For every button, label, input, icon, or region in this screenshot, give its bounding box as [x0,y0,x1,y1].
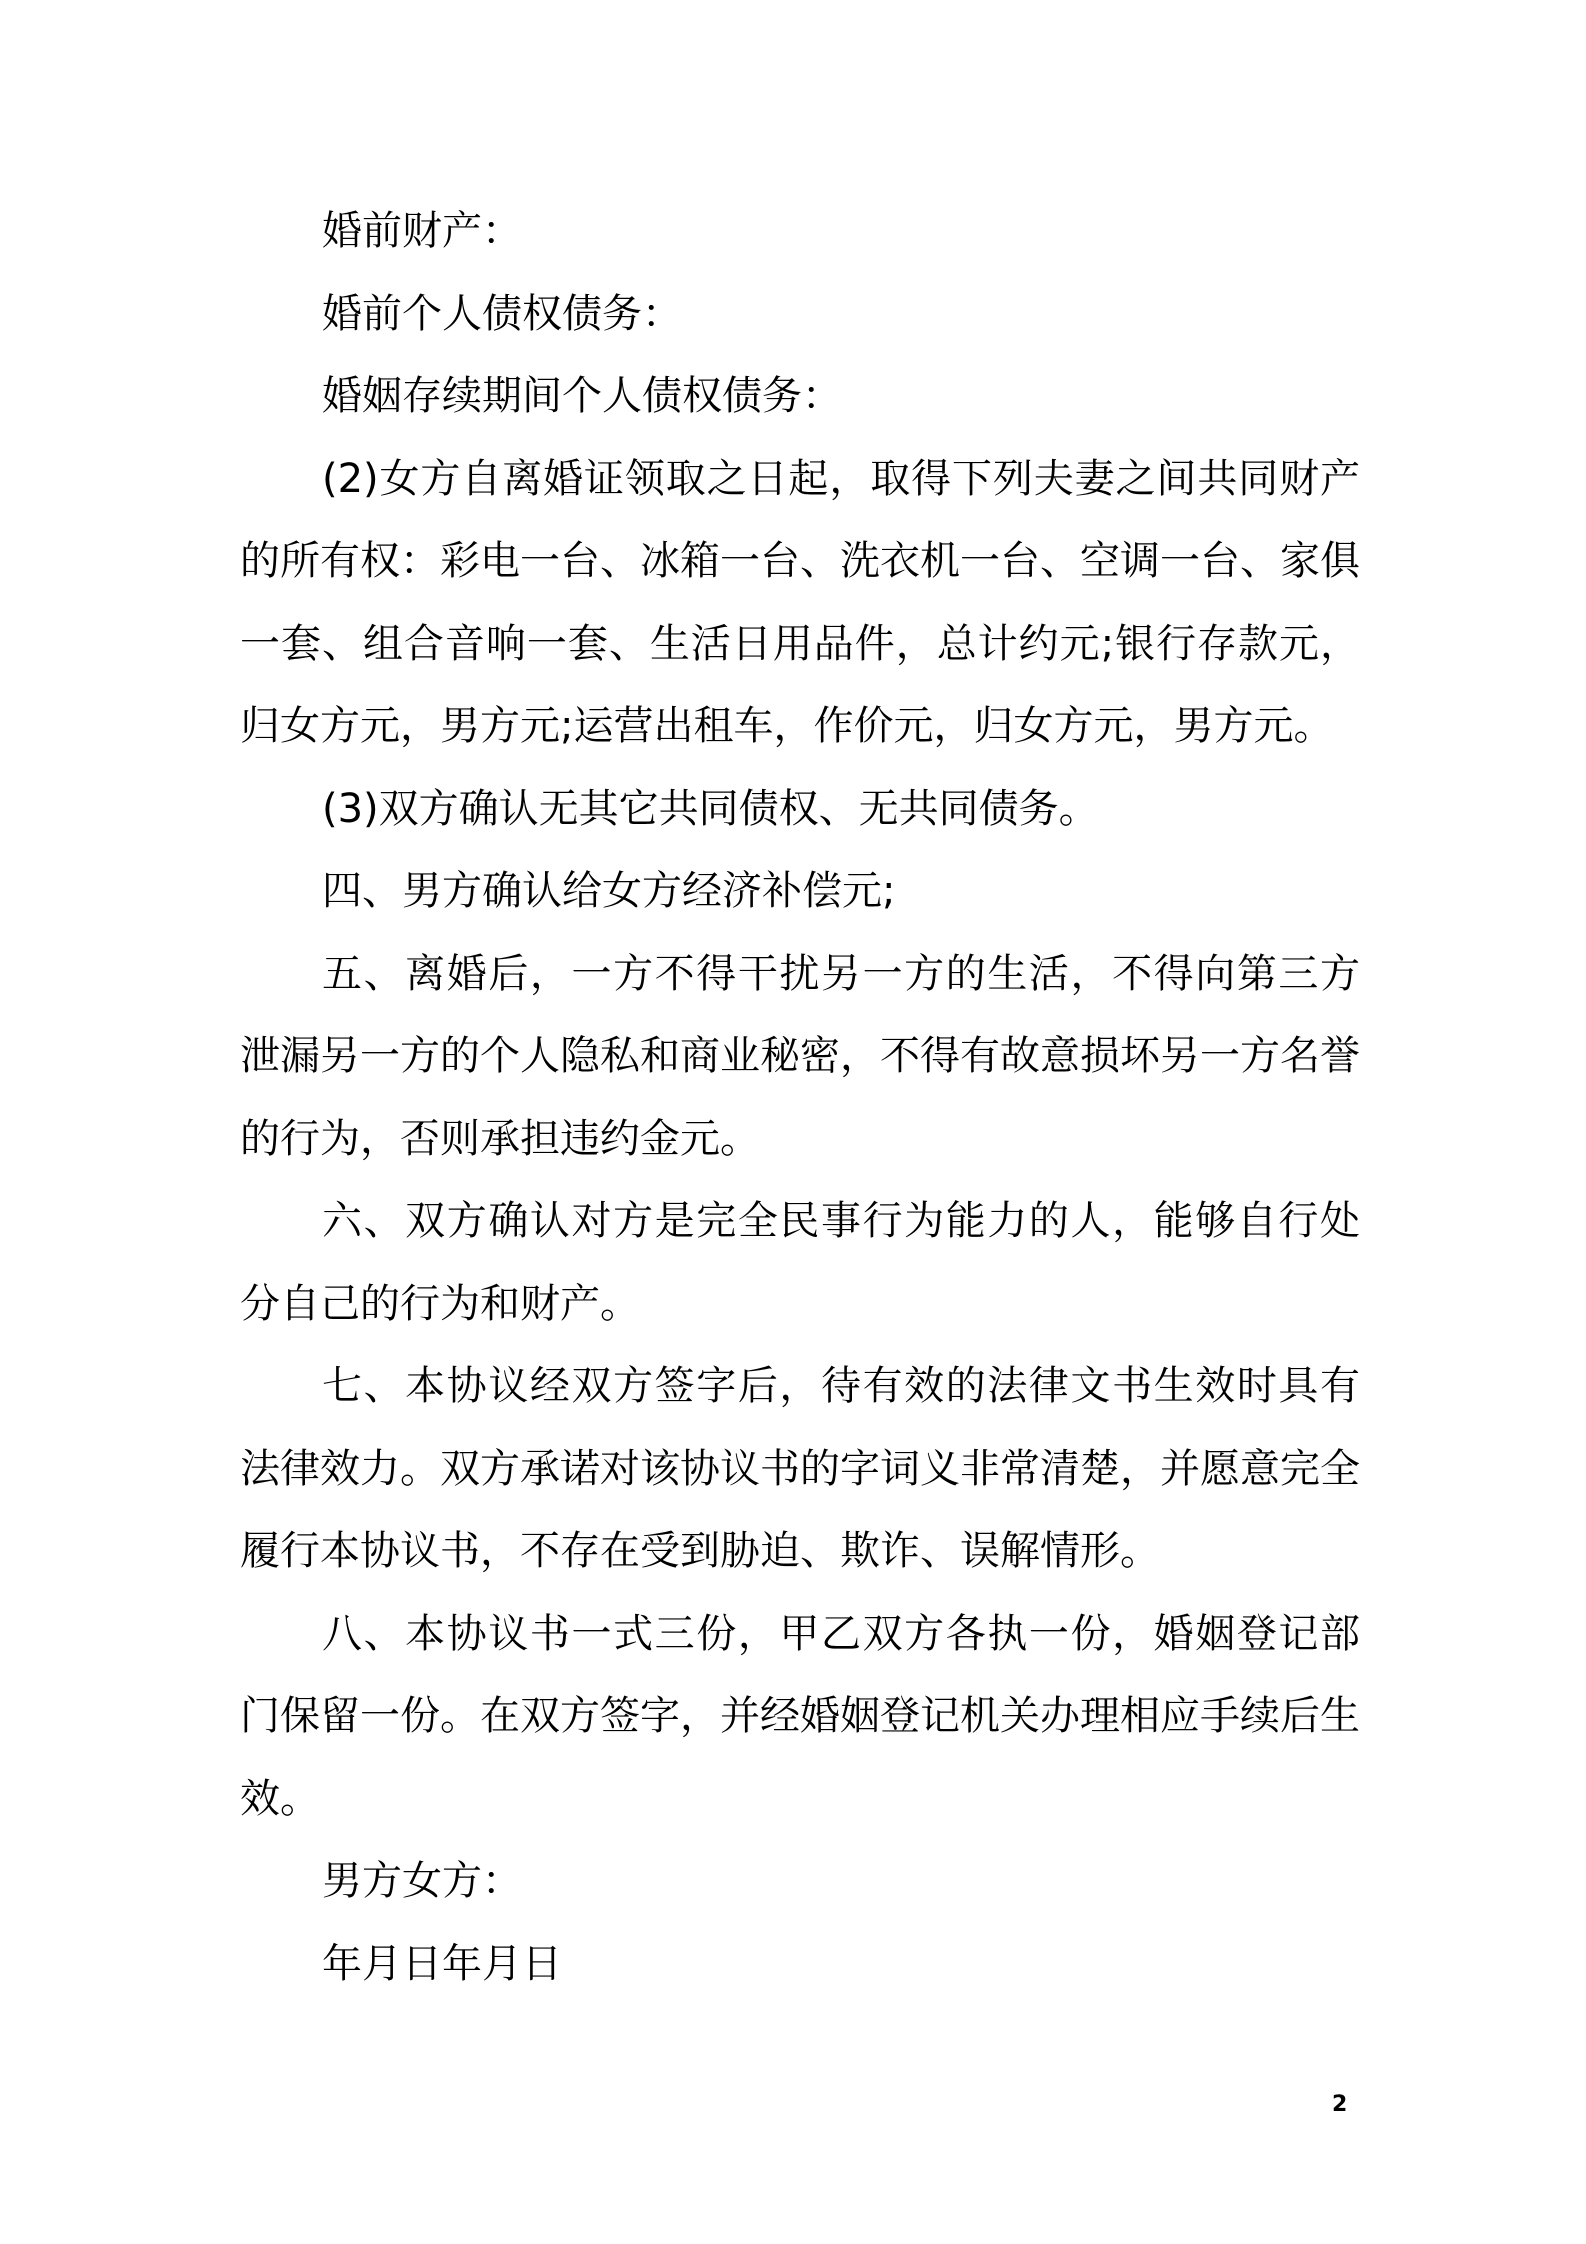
page-number: 2 [1332,2092,1348,2117]
document-body [240,190,1360,2005]
paragraph-clause-seven-effect: 七、本协议经双方签字后，待有效的法律文书生效时具有法律效力。双方承诺对该协议书的字词义非常清楚，并愿意完全履行本协议书，不存在受到胁迫、欺诈、误解情形。 [240,1363,1360,1574]
paragraph-clause-six-capacity: 六、双方确认对方是完全民事行为能力的人，能够自行处分自己的行为和财产。 [240,1198,1360,1327]
paragraph-clause-3-no-debts: (3)双方确认无其它共同债权、无共同债务。 [322,785,1099,832]
paragraph-premarital-property: 婚前财产： [322,208,522,254]
paragraph-clause-five-privacy: 五、离婚后，一方不得干扰另一方的生活，不得向第三方泄漏另一方的个人隐私和商业秘密，不得有故意损坏另一方名誉的行为，否则承担违约金元。 [240,950,1360,1162]
paragraph-clause-eight-copies: 八、本协议书一式三份，甲乙双方各执一份，婚姻登记部门保留一份。在双方签字，并经婚姻登记机关办理相应手续后生效。 [240,1610,1360,1822]
paragraph-premarital-debts: 婚前个人债权债务： [322,290,682,337]
paragraph-clause-2-property: (2)女方自离婚证领取之日起，取得下列夫妻之间共同财产的所有权：彩电一台、冰箱一台、洗衣机一台、空调一台、家俱一套、组合音响一套、生活日用品件，总计约元;银行存款元，归女方元，男方元;运营出租车，作价元，归女方元，男方元。 [240,455,1360,749]
paragraph-dates: 年月日年月日 [322,1940,562,1987]
paragraph-clause-four-compensation: 四、男方确认给女方经济补偿元; [322,868,896,914]
paragraph-marriage-period-debts: 婚姻存续期间个人债权债务： [322,373,842,419]
paragraph-signatures: 男方女方： [322,1858,522,1904]
